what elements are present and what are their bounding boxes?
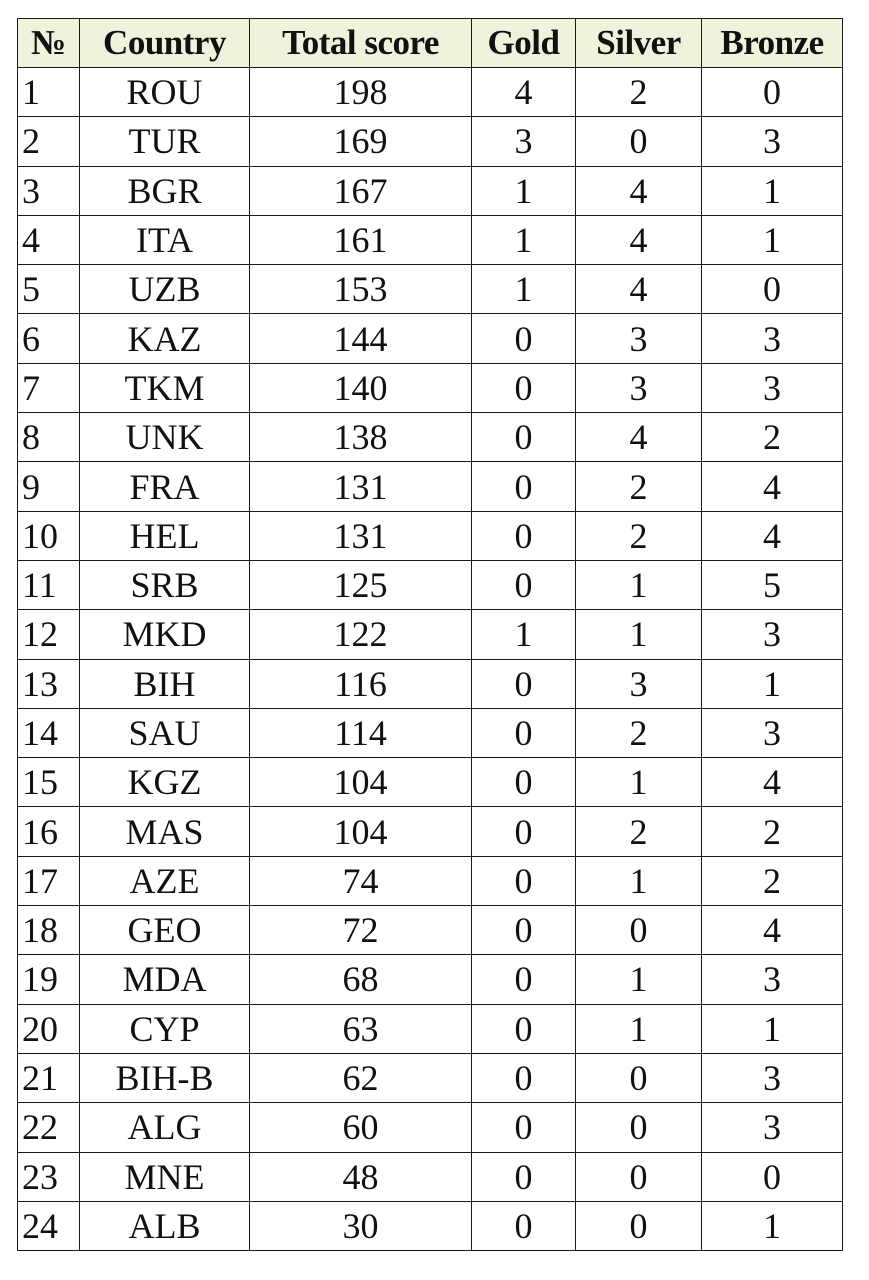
cell-country: MAS (80, 807, 250, 856)
cell-country: SAU (80, 708, 250, 757)
cell-gold: 0 (472, 1053, 576, 1102)
cell-gold: 0 (472, 758, 576, 807)
cell-gold: 0 (472, 708, 576, 757)
cell-total-score: 140 (250, 363, 472, 412)
cell-country: BIH (80, 659, 250, 708)
table-row (18, 708, 843, 757)
table-row (18, 117, 843, 166)
cell-gold: 0 (472, 363, 576, 412)
table-row (18, 1152, 843, 1201)
cell-total-score: 167 (250, 166, 472, 215)
cell-country: KGZ (80, 758, 250, 807)
cell-silver: 0 (576, 1201, 702, 1250)
table-row (18, 462, 843, 511)
table-row (18, 215, 843, 264)
cell-total-score: 48 (250, 1152, 472, 1201)
cell-silver: 1 (576, 610, 702, 659)
cell-country: ROU (80, 68, 250, 117)
cell-gold: 0 (472, 1152, 576, 1201)
cell-silver: 3 (576, 659, 702, 708)
cell-no: 5 (18, 265, 80, 314)
table-row (18, 511, 843, 560)
cell-country: GEO (80, 906, 250, 955)
cell-gold: 1 (472, 265, 576, 314)
cell-silver: 3 (576, 314, 702, 363)
cell-country: MDA (80, 955, 250, 1004)
cell-total-score: 153 (250, 265, 472, 314)
table-row (18, 265, 843, 314)
cell-gold: 0 (472, 314, 576, 363)
table-row (18, 166, 843, 215)
cell-country: UNK (80, 413, 250, 462)
cell-bronze: 3 (702, 117, 843, 166)
cell-total-score: 104 (250, 807, 472, 856)
cell-bronze: 4 (702, 906, 843, 955)
cell-no: 12 (18, 610, 80, 659)
cell-silver: 1 (576, 856, 702, 905)
cell-no: 6 (18, 314, 80, 363)
table-row (18, 906, 843, 955)
table-row (18, 1103, 843, 1152)
table-row (18, 758, 843, 807)
cell-silver: 2 (576, 511, 702, 560)
cell-no: 14 (18, 708, 80, 757)
cell-no: 10 (18, 511, 80, 560)
cell-bronze: 2 (702, 807, 843, 856)
cell-country: TKM (80, 363, 250, 412)
cell-gold: 0 (472, 511, 576, 560)
header-row (18, 19, 843, 68)
cell-country: UZB (80, 265, 250, 314)
cell-country: ALB (80, 1201, 250, 1250)
cell-total-score: 161 (250, 215, 472, 264)
cell-silver: 2 (576, 462, 702, 511)
cell-no: 17 (18, 856, 80, 905)
cell-total-score: 30 (250, 1201, 472, 1250)
cell-no: 4 (18, 215, 80, 264)
cell-bronze: 1 (702, 1004, 843, 1053)
cell-gold: 0 (472, 906, 576, 955)
cell-bronze: 3 (702, 1103, 843, 1152)
cell-total-score: 116 (250, 659, 472, 708)
cell-country: ALG (80, 1103, 250, 1152)
cell-total-score: 104 (250, 758, 472, 807)
cell-bronze: 3 (702, 1053, 843, 1102)
table-row (18, 363, 843, 412)
cell-gold: 0 (472, 462, 576, 511)
header-total-score: Total score (250, 19, 472, 68)
cell-country: TUR (80, 117, 250, 166)
cell-total-score: 122 (250, 610, 472, 659)
cell-silver: 2 (576, 708, 702, 757)
cell-gold: 0 (472, 1004, 576, 1053)
table-row (18, 560, 843, 609)
cell-no: 23 (18, 1152, 80, 1201)
cell-bronze: 2 (702, 856, 843, 905)
cell-total-score: 198 (250, 68, 472, 117)
header-bronze: Bronze (702, 19, 843, 68)
header-country: Country (80, 19, 250, 68)
table-body (18, 68, 843, 1251)
header-silver: Silver (576, 19, 702, 68)
cell-no: 8 (18, 413, 80, 462)
cell-bronze: 1 (702, 1201, 843, 1250)
cell-country: MKD (80, 610, 250, 659)
cell-gold: 1 (472, 610, 576, 659)
cell-silver: 1 (576, 758, 702, 807)
cell-bronze: 0 (702, 1152, 843, 1201)
table-row (18, 1053, 843, 1102)
cell-country: MNE (80, 1152, 250, 1201)
cell-silver: 0 (576, 1053, 702, 1102)
cell-bronze: 1 (702, 166, 843, 215)
cell-bronze: 4 (702, 462, 843, 511)
table-row (18, 856, 843, 905)
cell-no: 7 (18, 363, 80, 412)
cell-no: 19 (18, 955, 80, 1004)
cell-bronze: 3 (702, 955, 843, 1004)
cell-silver: 4 (576, 215, 702, 264)
cell-country: BGR (80, 166, 250, 215)
table-row (18, 610, 843, 659)
cell-silver: 2 (576, 807, 702, 856)
cell-bronze: 2 (702, 413, 843, 462)
cell-bronze: 4 (702, 758, 843, 807)
cell-bronze: 4 (702, 511, 843, 560)
cell-silver: 0 (576, 1103, 702, 1152)
cell-bronze: 3 (702, 708, 843, 757)
cell-gold: 0 (472, 659, 576, 708)
cell-no: 16 (18, 807, 80, 856)
cell-no: 9 (18, 462, 80, 511)
cell-silver: 0 (576, 906, 702, 955)
cell-total-score: 125 (250, 560, 472, 609)
cell-gold: 3 (472, 117, 576, 166)
table-row (18, 955, 843, 1004)
cell-gold: 0 (472, 413, 576, 462)
cell-no: 24 (18, 1201, 80, 1250)
cell-country: BIH-B (80, 1053, 250, 1102)
cell-gold: 0 (472, 1201, 576, 1250)
cell-no: 15 (18, 758, 80, 807)
cell-gold: 4 (472, 68, 576, 117)
table-row (18, 1201, 843, 1250)
cell-total-score: 74 (250, 856, 472, 905)
cell-total-score: 72 (250, 906, 472, 955)
cell-no: 21 (18, 1053, 80, 1102)
cell-silver: 0 (576, 117, 702, 166)
cell-bronze: 0 (702, 265, 843, 314)
cell-country: KAZ (80, 314, 250, 363)
header-gold: Gold (472, 19, 576, 68)
cell-total-score: 114 (250, 708, 472, 757)
header-no: № (18, 19, 80, 68)
results-table-container (17, 18, 843, 1251)
cell-gold: 0 (472, 856, 576, 905)
cell-total-score: 68 (250, 955, 472, 1004)
cell-no: 22 (18, 1103, 80, 1152)
cell-bronze: 5 (702, 560, 843, 609)
cell-total-score: 131 (250, 511, 472, 560)
table-row (18, 1004, 843, 1053)
cell-bronze: 1 (702, 215, 843, 264)
cell-gold: 0 (472, 560, 576, 609)
cell-total-score: 131 (250, 462, 472, 511)
cell-no: 13 (18, 659, 80, 708)
cell-no: 1 (18, 68, 80, 117)
cell-country: SRB (80, 560, 250, 609)
cell-silver: 2 (576, 68, 702, 117)
cell-no: 20 (18, 1004, 80, 1053)
cell-country: AZE (80, 856, 250, 905)
cell-bronze: 0 (702, 68, 843, 117)
table-row (18, 659, 843, 708)
cell-no: 3 (18, 166, 80, 215)
results-table (17, 18, 843, 1251)
cell-total-score: 169 (250, 117, 472, 166)
cell-country: FRA (80, 462, 250, 511)
cell-silver: 4 (576, 413, 702, 462)
cell-bronze: 3 (702, 363, 843, 412)
table-row (18, 807, 843, 856)
cell-silver: 4 (576, 265, 702, 314)
cell-gold: 1 (472, 215, 576, 264)
cell-silver: 4 (576, 166, 702, 215)
cell-total-score: 62 (250, 1053, 472, 1102)
cell-gold: 0 (472, 1103, 576, 1152)
table-row (18, 68, 843, 117)
cell-country: ITA (80, 215, 250, 264)
cell-gold: 0 (472, 807, 576, 856)
cell-no: 18 (18, 906, 80, 955)
cell-bronze: 3 (702, 314, 843, 363)
table-row (18, 413, 843, 462)
cell-country: HEL (80, 511, 250, 560)
cell-gold: 0 (472, 955, 576, 1004)
cell-gold: 1 (472, 166, 576, 215)
cell-bronze: 1 (702, 659, 843, 708)
cell-total-score: 144 (250, 314, 472, 363)
cell-total-score: 138 (250, 413, 472, 462)
cell-no: 2 (18, 117, 80, 166)
cell-silver: 1 (576, 955, 702, 1004)
cell-silver: 1 (576, 560, 702, 609)
cell-total-score: 60 (250, 1103, 472, 1152)
cell-country: CYP (80, 1004, 250, 1053)
cell-no: 11 (18, 560, 80, 609)
cell-silver: 0 (576, 1152, 702, 1201)
table-row (18, 314, 843, 363)
cell-silver: 1 (576, 1004, 702, 1053)
cell-bronze: 3 (702, 610, 843, 659)
cell-silver: 3 (576, 363, 702, 412)
cell-total-score: 63 (250, 1004, 472, 1053)
